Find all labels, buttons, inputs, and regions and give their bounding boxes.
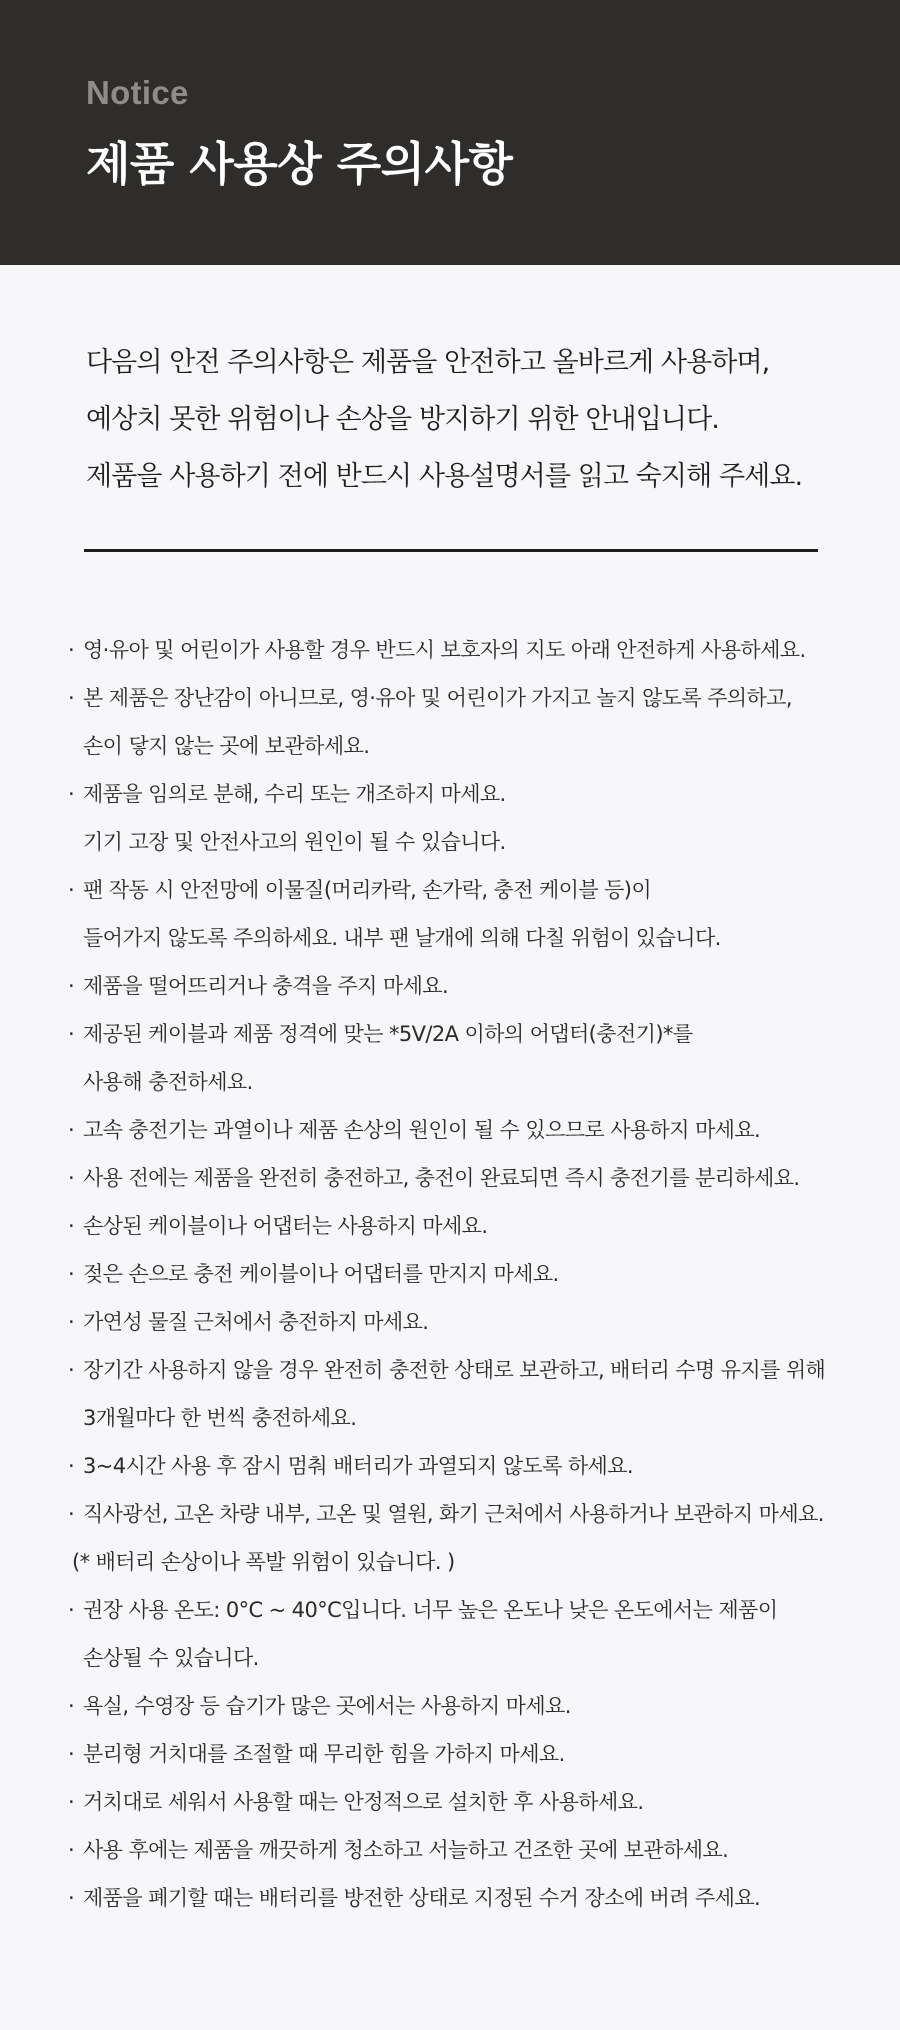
intro-line: 예상치 못한 위험이나 손상을 방지하기 위한 안내입니다. bbox=[86, 404, 719, 435]
caution-item bbox=[68, 1538, 838, 1586]
bullet-marker: · bbox=[68, 1598, 75, 1622]
caution-text: 제품을 떨어뜨리거나 충격을 주지 마세요. bbox=[83, 974, 449, 998]
caution-item bbox=[68, 866, 838, 962]
caution-item bbox=[68, 1202, 838, 1250]
caution-item bbox=[68, 1106, 838, 1154]
caution-text: 젖은 손으로 충전 케이블이나 어댑터를 만지지 마세요. bbox=[83, 1262, 559, 1286]
caution-item bbox=[68, 770, 838, 866]
caution-text: 본 제품은 장난감이 아니므로, 영·유아 및 어린이가 가지고 놀지 않도록 주의하고, bbox=[83, 686, 792, 710]
bullet-marker: · bbox=[68, 1742, 75, 1766]
caution-item bbox=[68, 1250, 838, 1298]
bullet-marker: · bbox=[68, 1118, 75, 1142]
bullet-marker: · bbox=[68, 1310, 75, 1334]
caution-text: 분리형 거치대를 조절할 때 무리한 힘을 가하지 마세요. bbox=[83, 1742, 565, 1766]
caution-text: 기기 고장 및 안전사고의 원인이 될 수 있습니다. bbox=[83, 830, 506, 854]
caution-text: 거치대로 세워서 사용할 때는 안정적으로 설치한 후 사용하세요. bbox=[83, 1790, 644, 1814]
caution-text: 손상된 케이블이나 어댑터는 사용하지 마세요. bbox=[83, 1214, 488, 1238]
section-divider bbox=[84, 549, 818, 552]
bullet-marker: · bbox=[68, 1694, 75, 1718]
caution-item bbox=[68, 1442, 838, 1490]
caution-item bbox=[68, 1298, 838, 1346]
caution-text: 3~4시간 사용 후 잠시 멈춰 배터리가 과열되지 않도록 하세요. bbox=[83, 1454, 633, 1478]
caution-item bbox=[68, 1778, 838, 1826]
caution-item bbox=[68, 674, 838, 770]
bullet-marker: · bbox=[68, 1262, 75, 1286]
caution-text: 사용해 충전하세요. bbox=[83, 1070, 253, 1094]
caution-item bbox=[68, 1586, 838, 1682]
caution-item bbox=[68, 1010, 838, 1106]
bullet-marker: · bbox=[68, 1358, 75, 1382]
bullet-marker: · bbox=[68, 1022, 75, 1046]
bullet-marker: · bbox=[68, 1790, 75, 1814]
intro-paragraph bbox=[86, 334, 826, 505]
bullet-marker: · bbox=[68, 1838, 75, 1862]
caution-text: 가연성 물질 근처에서 충전하지 마세요. bbox=[83, 1310, 429, 1334]
caution-text: 장기간 사용하지 않을 경우 완전히 충전한 상태로 보관하고, 배터리 수명 유지를 위해 bbox=[83, 1358, 826, 1382]
caution-text: 손상될 수 있습니다. bbox=[83, 1646, 259, 1670]
bullet-marker: · bbox=[68, 1886, 75, 1910]
caution-text: 사용 후에는 제품을 깨끗하게 청소하고 서늘하고 건조한 곳에 보관하세요. bbox=[83, 1838, 729, 1862]
bullet-marker: · bbox=[68, 1502, 75, 1526]
caution-item bbox=[68, 1490, 838, 1538]
caution-text: 욕실, 수영장 등 습기가 많은 곳에서는 사용하지 마세요. bbox=[83, 1694, 571, 1718]
notice-header bbox=[0, 0, 900, 265]
caution-item bbox=[68, 962, 838, 1010]
notice-eyebrow: Notice bbox=[86, 74, 189, 111]
caution-text: 들어가지 않도록 주의하세요. 내부 팬 날개에 의해 다칠 위험이 있습니다. bbox=[83, 926, 721, 950]
bullet-marker: · bbox=[68, 1454, 75, 1478]
caution-item bbox=[68, 1346, 838, 1442]
caution-list bbox=[68, 626, 838, 1922]
intro-line: 제품을 사용하기 전에 반드시 사용설명서를 읽고 숙지해 주세요. bbox=[86, 461, 803, 492]
caution-text: 권장 사용 온도: 0°C ~ 40°C입니다. 너무 높은 온도나 낮은 온도에서는 제품이 bbox=[83, 1598, 778, 1622]
caution-item bbox=[68, 626, 838, 674]
caution-text: 사용 전에는 제품을 완전히 충전하고, 충전이 완료되면 즉시 충전기를 분리하세요. bbox=[83, 1166, 800, 1190]
caution-text: 3개월마다 한 번씩 충전하세요. bbox=[83, 1406, 357, 1430]
caution-text: 직사광선, 고온 차량 내부, 고온 및 열원, 화기 근처에서 사용하거나 보관하지 마세요. bbox=[83, 1502, 824, 1526]
caution-item bbox=[68, 1730, 838, 1778]
bullet-marker: · bbox=[68, 1214, 75, 1238]
caution-item bbox=[68, 1874, 838, 1922]
caution-text: 영·유아 및 어린이가 사용할 경우 반드시 보호자의 지도 아래 안전하게 사용하세요. bbox=[83, 638, 806, 662]
caution-text: 제품을 임의로 분해, 수리 또는 개조하지 마세요. bbox=[83, 782, 506, 806]
bullet-marker: · bbox=[68, 782, 75, 806]
caution-text: 제품을 폐기할 때는 배터리를 방전한 상태로 지정된 수거 장소에 버려 주세요. bbox=[83, 1886, 761, 1910]
intro-line: 다음의 안전 주의사항은 제품을 안전하고 올바르게 사용하며, bbox=[86, 347, 770, 378]
bullet-marker: · bbox=[68, 1166, 75, 1190]
caution-text: 제공된 케이블과 제품 정격에 맞는 *5V/2A 이하의 어댑터(충전기)*를 bbox=[83, 1022, 693, 1046]
caution-text: 손이 닿지 않는 곳에 보관하세요. bbox=[83, 734, 370, 758]
caution-text: 고속 충전기는 과열이나 제품 손상의 원인이 될 수 있으므로 사용하지 마세요. bbox=[83, 1118, 761, 1142]
bullet-marker: · bbox=[68, 974, 75, 998]
caution-text: (* 배터리 손상이나 폭발 위험이 있습니다. ) bbox=[72, 1550, 455, 1574]
caution-text: 팬 작동 시 안전망에 이물질(머리카락, 손가락, 충전 케이블 등)이 bbox=[83, 878, 652, 902]
caution-item bbox=[68, 1682, 838, 1730]
caution-item bbox=[68, 1826, 838, 1874]
bullet-marker: · bbox=[68, 638, 75, 662]
bullet-marker: · bbox=[68, 686, 75, 710]
bullet-marker: · bbox=[68, 878, 75, 902]
page-title: 제품 사용상 주의사항 bbox=[86, 137, 513, 191]
caution-item bbox=[68, 1154, 838, 1202]
